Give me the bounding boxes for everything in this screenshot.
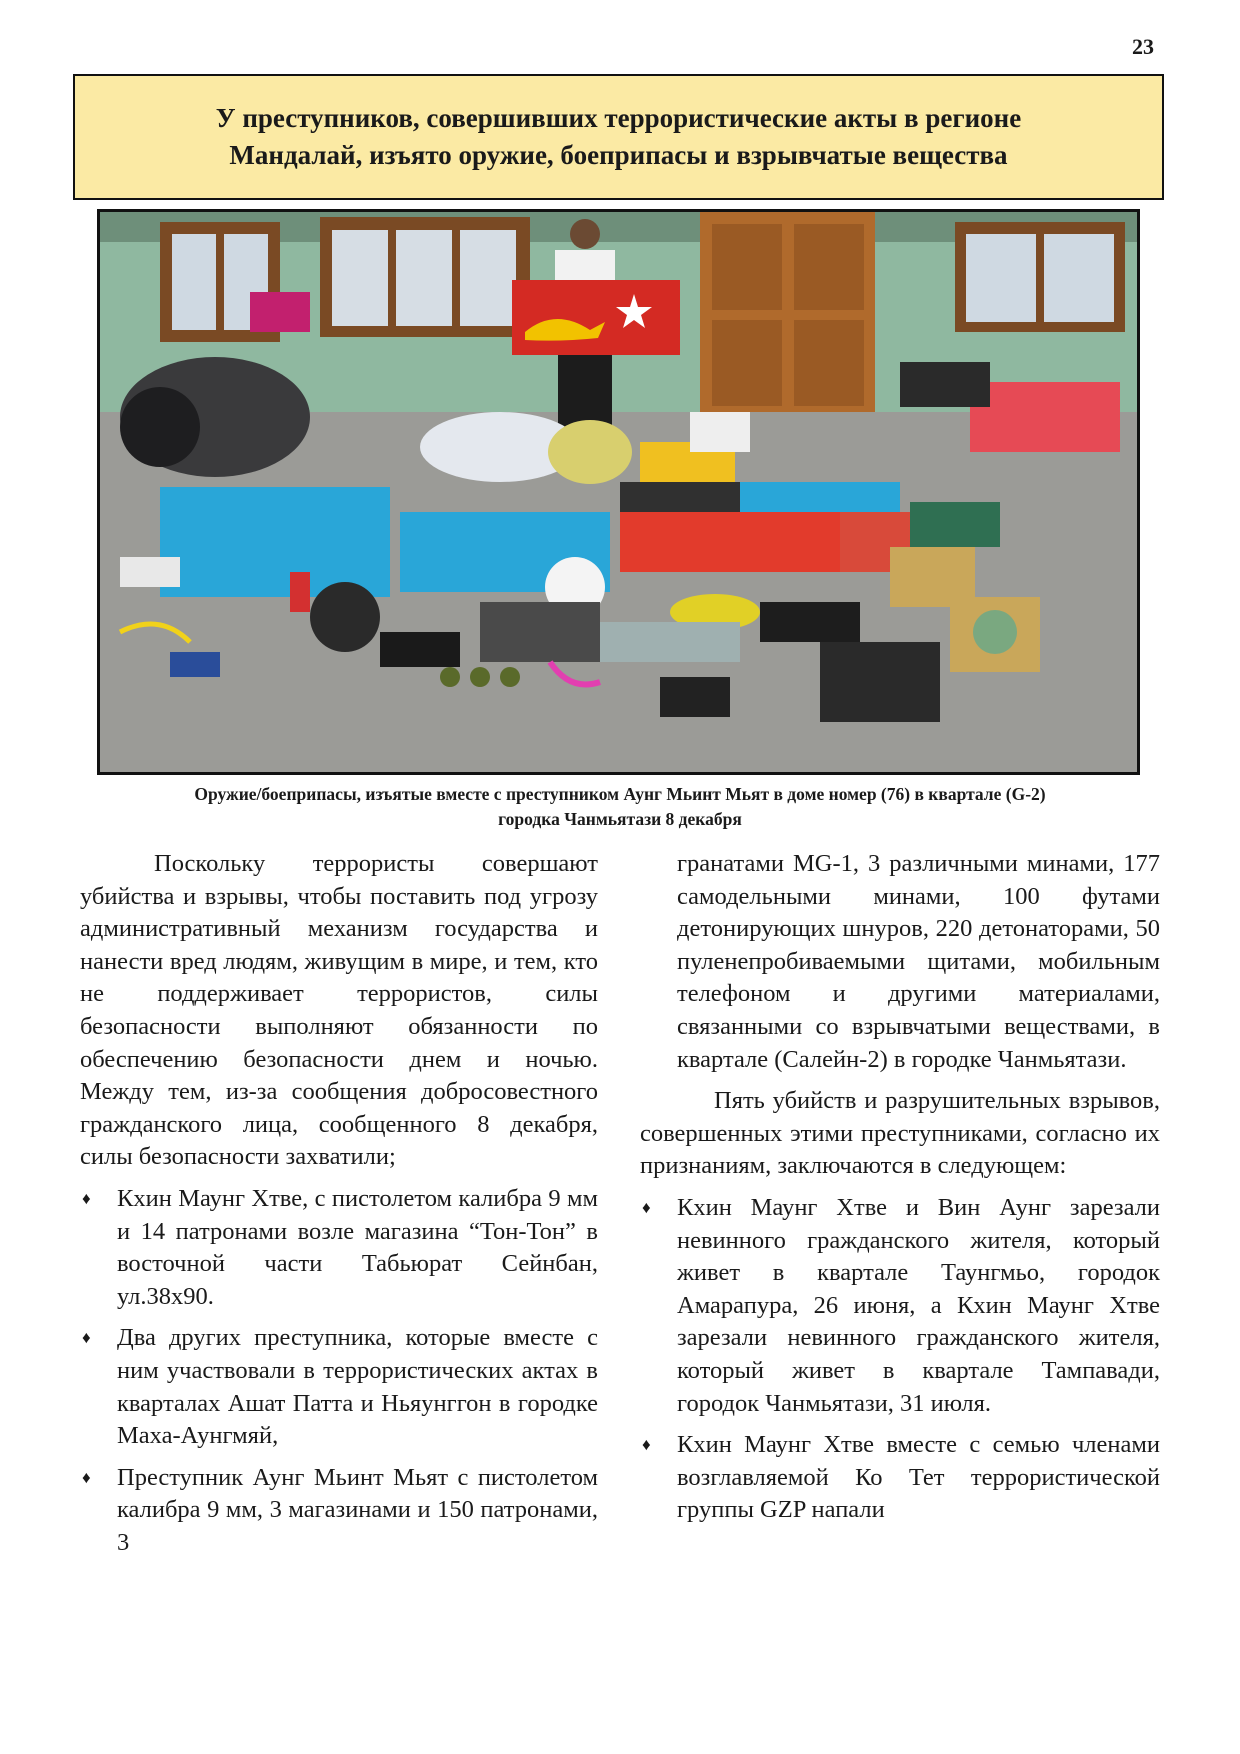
list-item-text: Кхин Маунг Хтве, с пистолетом калибра 9 мм и 14 патронами возле магазина “Тон-Тон” в восточной части Табьюрат Сейнбан, ул.38x90. [117, 1184, 598, 1310]
page-number: 23 [1132, 34, 1154, 59]
article-title-box [73, 74, 1164, 200]
bullet-icon: ♦ [82, 1328, 91, 1348]
article-title-line-1: У преступников, совершивших террористические акты в регионе [215, 103, 1022, 133]
spacer [640, 1420, 1160, 1429]
left-bullet-list [80, 1183, 598, 1560]
list-item [640, 1192, 1160, 1420]
left-windows [160, 217, 530, 342]
list-item [80, 1183, 598, 1313]
confessions-paragraph: Пять убийств и разрушительных взрывов, совершенных этими преступниками, согласно их признаниям, заключаются в следующем: [640, 1087, 1160, 1180]
bullet-icon: ♦ [82, 1467, 91, 1487]
list-item [80, 1322, 598, 1452]
nld-flag [512, 280, 680, 355]
bullet-icon: ♦ [642, 1197, 651, 1217]
list-item-text: Кхин Маунг Хтве и Вин Аунг зарезали невинного гражданского жителя, который живет в квартале Таунгмьо, городок Амарапура, 26 июня, а Кхин Маунг Хтве зарезали невинного гражданского жителя, который живет в квартале Тампавади, городок Чанмьятази, 31 июля. [677, 1193, 1160, 1417]
right-column [640, 848, 1160, 1527]
bullet-icon: ♦ [642, 1435, 651, 1455]
list-item-text: Два других преступника, которые вместе с ним участвовали в террористических актах в кварталах Ашат Патта и Ньяунггон в городке Маха-Аунгмяй, [117, 1324, 598, 1450]
right-bullet-list [640, 1192, 1160, 1527]
photo-caption-line-1: Оружие/боеприпасы, изъятые вместе с преступником Аунг Мьинт Мьят в доме номер (76) в квартале (G-2) [194, 784, 1046, 804]
right-window [955, 222, 1125, 332]
article-title [216, 100, 1021, 174]
wooden-door [700, 212, 875, 412]
seized-weapons-photo [97, 209, 1140, 775]
list-item-text: Кхин Маунг Хтве вместе с семью членами возглавляемой Ко Тет террористической группы GZP напали [677, 1431, 1160, 1524]
photo-caption-line-2: городка Чанмьятази 8 декабря [498, 809, 742, 829]
seized-weapons-illustration [100, 212, 1137, 772]
bullet-icon: ♦ [82, 1188, 91, 1208]
spacer [80, 1453, 598, 1462]
list-item [80, 1462, 598, 1560]
left-column [80, 848, 598, 1559]
photo-caption [80, 782, 1160, 832]
spacer [80, 1313, 598, 1322]
continuation-paragraph: гранатами MG-1, 3 различными минами, 177 самодельными минами, 100 футами детонирующих шнуров, 220 детонаторами, 50 пуленепробиваемыми щитами, мобильным телефоном и другими материалами, связанными со взрывчатыми веществами, в квартале (Салейн-2) в городке Чанмьятази. [677, 850, 1160, 1073]
list-item [640, 1429, 1160, 1527]
intro-paragraph: Поскольку террористы совершают убийства и взрывы, чтобы поставить под угрозу административный механизм государства и нанести вред людям, живущим в мире, и тем, кто не поддерживает террористов, силы безопасности выполняют обязанности по обеспечению безопасности днем и ночью. Между тем, из-за сообщения добросовестного гражданского лица, сообщенного 8 декабря, силы безопасности захватили; [80, 850, 598, 1171]
list-item-text: Преступник Аунг Мьинт Мьят с пистолетом калибра 9 мм, 3 магазинами и 150 патронами, 3 [117, 1463, 598, 1556]
article-title-line-2: Мандалай, изъято оружие, боеприпасы и взрывчатые вещества [229, 140, 1008, 170]
